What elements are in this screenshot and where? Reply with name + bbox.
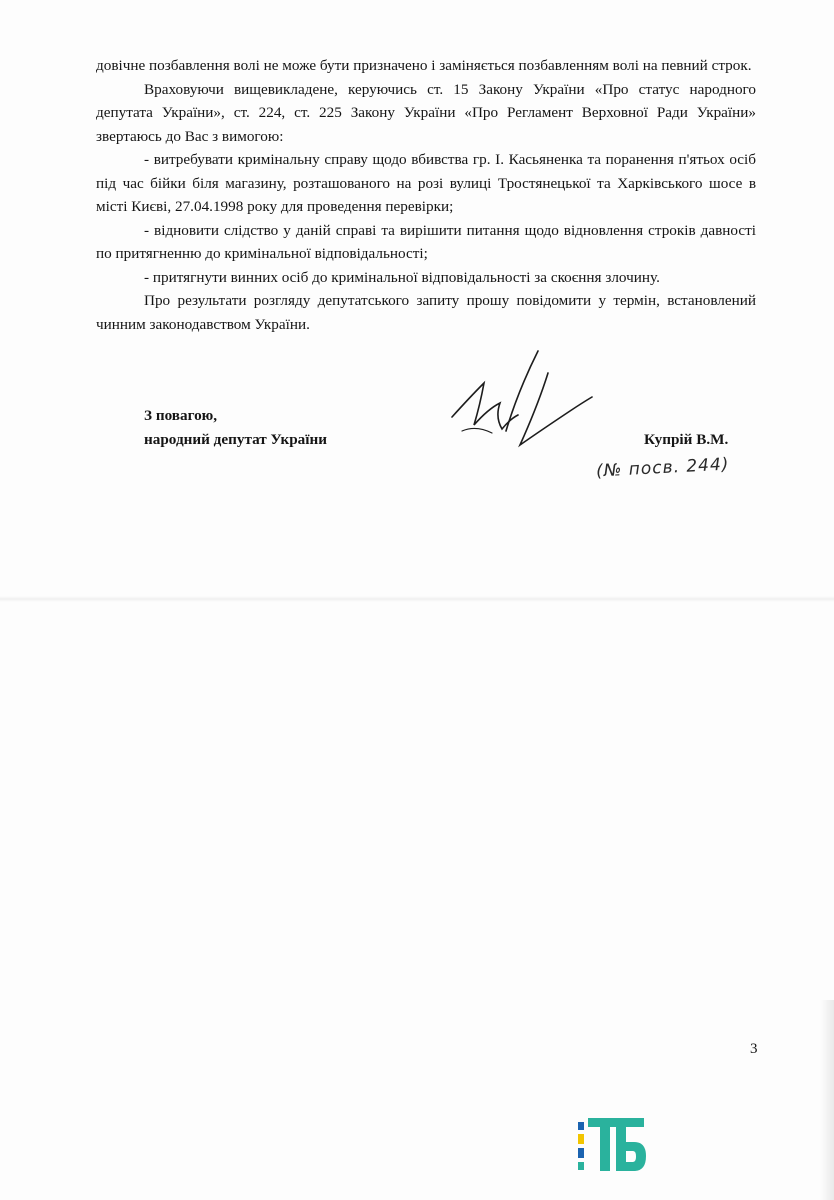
page-number: 3 bbox=[750, 1041, 758, 1057]
demand-item-3: - притягнути винних осіб до кримінальної відповідальності за скоєння злочину. bbox=[144, 268, 660, 286]
demand-item-2: - відновити слідство у даній справі та вирішити питання щодо відновлення строків давності по притягненню до кримінальної відповідальності; bbox=[96, 221, 756, 262]
handwritten-signature bbox=[440, 345, 600, 455]
closing-greeting: З повагою, bbox=[144, 407, 218, 424]
paragraph-closing-request: Про результати розгляду депутатського запиту прошу повідомити у термін, встановлений чинним законодавством України. bbox=[96, 292, 756, 333]
signer-name: Купрій В.М. bbox=[644, 431, 729, 448]
closing-block bbox=[144, 404, 327, 452]
itb-logo bbox=[578, 1118, 648, 1174]
demand-item-1: - витребувати кримінальну справу щодо вбивства гр. І. Касьяненка та поранення п'ятьох осіб під час бійки біля магазину, розташованого на розі вулиці Тростянецької та Харківського шосе в місті Києві, 27.04.1998 року для проведення перевірки; bbox=[96, 151, 756, 215]
paragraph-1: довічне позбавлення волі не може бути призначено і заміняється позбавленням волі на певний строк. bbox=[96, 57, 752, 74]
paragraph-2: Враховуючи вищевикладене, керуючись ст. 15 Закону України «Про статус народного депутата України», ст. 224, ст. 225 Закону України «Про Регламент Верховної Ради України» звертаюсь до Вас з вимогою: bbox=[96, 80, 756, 145]
paper-fold bbox=[0, 596, 834, 602]
signer-title: народний депутат України bbox=[144, 431, 327, 448]
handwritten-note: (№ посв. 244) bbox=[595, 454, 730, 482]
document-body bbox=[96, 54, 756, 336]
scan-edge-shadow bbox=[820, 1000, 834, 1200]
